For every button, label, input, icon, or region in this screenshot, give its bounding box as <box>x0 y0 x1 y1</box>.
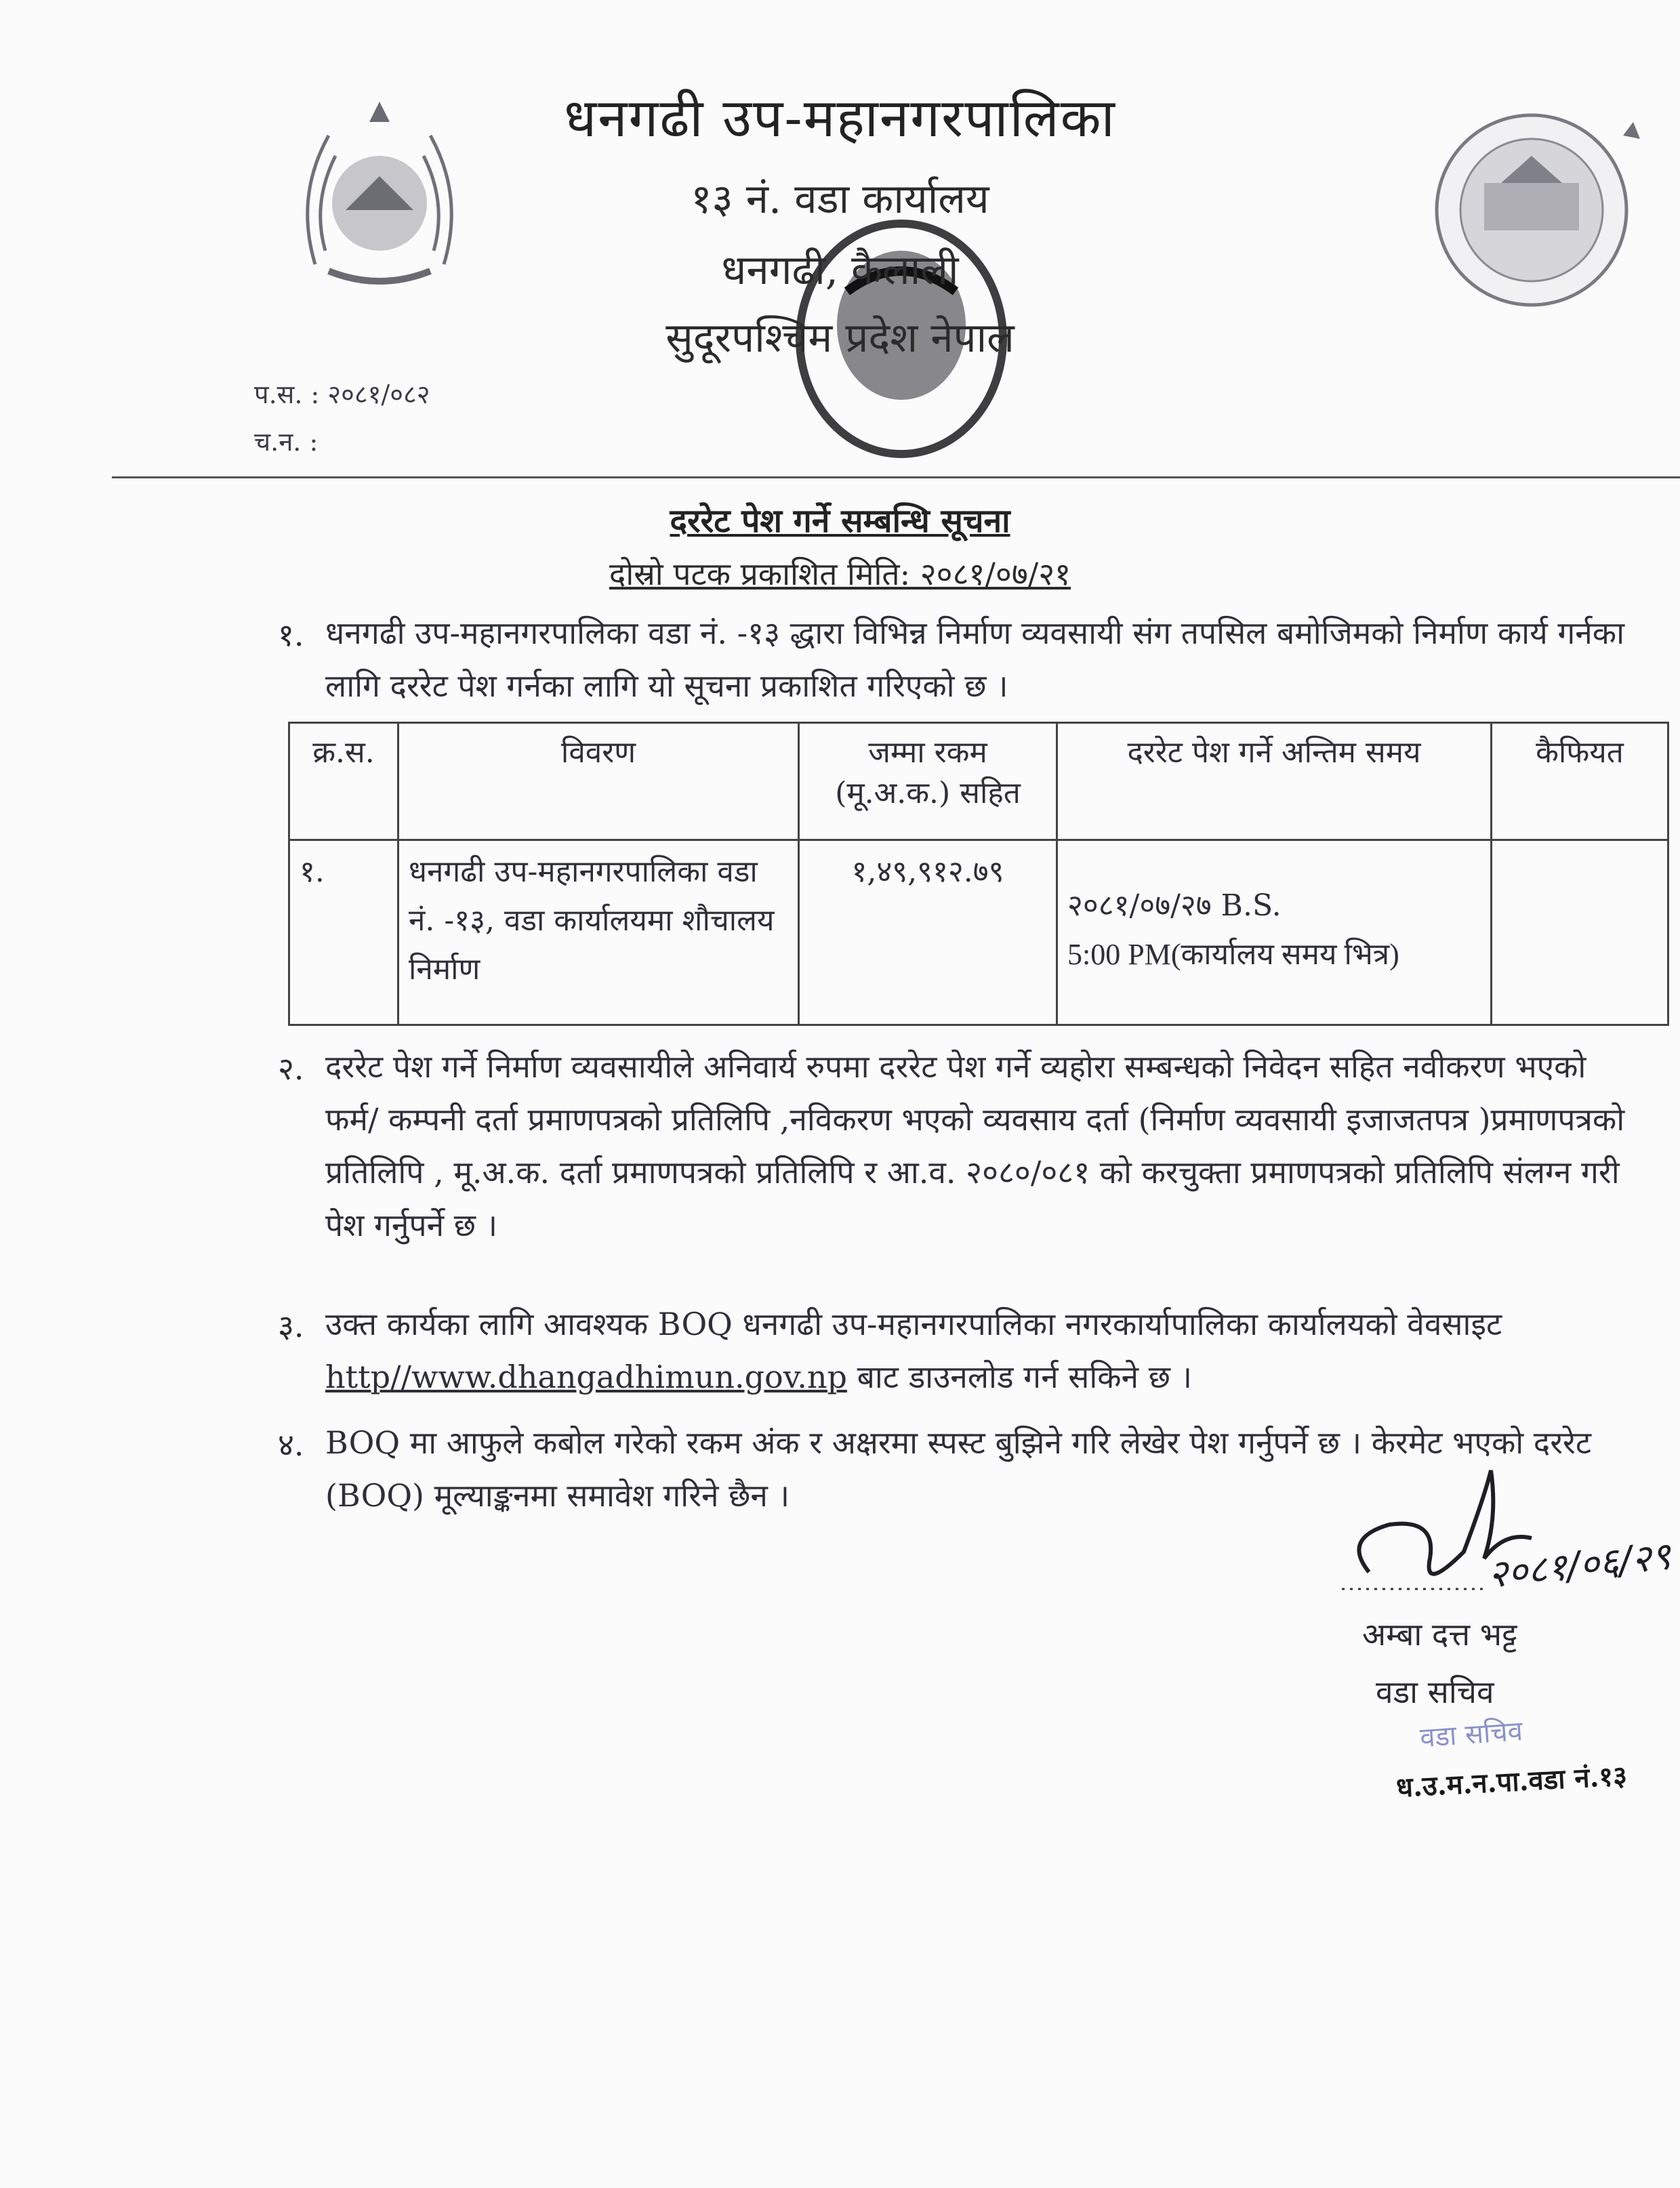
cell-remarks <box>1492 840 1668 1025</box>
cell-sn: १. <box>289 840 398 1025</box>
reference-number: प.स. : २०८१/०८२ <box>254 379 430 409</box>
ward-stamp-text: ध.उ.म.न.पा.वडा नं.१३ <box>1395 1760 1628 1804</box>
table-row <box>289 840 1668 1025</box>
point-3-number: ३. <box>278 1308 304 1344</box>
point-4-text: BOQ मा आफुले कबोल गरेको रकम अंक र अक्षरमा स्पस्ट बुझिने गरि लेखेर पेश गर्नुपर्ने छ । केरमेट भएको दररेट (BOQ) मूल्याङ्कनमा समावेश गरिने छैन । <box>325 1424 1592 1514</box>
point-3-text <box>325 1298 1633 1403</box>
point-2-number: २. <box>278 1050 304 1087</box>
point-4-number: ४. <box>278 1426 304 1463</box>
signatory-name: अम्बा दत्त भट्ट <box>1362 1616 1517 1653</box>
header-sn: क्र.स. <box>289 723 398 840</box>
district-line: धनगढी, कैलाली <box>721 247 959 294</box>
header-divider <box>112 476 1680 478</box>
table-header-row <box>289 723 1668 840</box>
website-link[interactable]: http//www.dhangadhimun.gov.np <box>325 1359 847 1395</box>
dispatch-number: च.न. : <box>254 427 319 457</box>
cell-description: धनगढी उप-महानगरपालिका वडा नं. -१३, वडा कार्यालयमा शौचालय निर्माण <box>398 840 799 1025</box>
header-deadline: दररेट पेश गर्ने अन्तिम समय <box>1057 723 1492 840</box>
tender-table <box>288 722 1669 1026</box>
header-description: विवरण <box>398 723 799 840</box>
deadline-date: २०८१/०७/२७ B.S. <box>1067 888 1282 923</box>
point-1-text: धनगढी उप-महानगरपालिका वडा नं. -१३ द्धारा विभिन्न निर्माण व्यवसायी संग तपसिल बमोजिमको निर्माण कार्य गर्नका लागि दररेट पेश गर्नका लागि यो सूचना प्रकाशित गरिएको छ । <box>325 615 1625 704</box>
point-1-number: १. <box>278 617 304 653</box>
province-line: सुदूरपश्चिम प्रदेश नेपाल <box>665 314 1015 362</box>
point-3-text-before: उक्त कार्यका लागि आवश्यक BOQ धनगढी उप-महानगरपालिका नगरकार्यापालिका कार्यालयको वेवसाइट <box>325 1306 1502 1342</box>
point-3-text-after: बाट डाउनलोड गर्न सकिने छ । <box>846 1359 1193 1395</box>
cell-amount: १,४९,९१२.७९ <box>799 840 1057 1025</box>
header-remarks: कैफियत <box>1492 723 1668 840</box>
signatory-role: वडा सचिव <box>1376 1674 1494 1710</box>
notice-title: दररेट पेश गर्ने सम्बन्धि सूचना <box>670 502 1010 540</box>
faint-stamp-text: वडा सचिव <box>1418 1715 1524 1754</box>
office-name: १३ नं. वडा कार्यालय <box>691 176 989 223</box>
deadline-time: 5:00 PM(कार्यालय समय भित्र) <box>1067 938 1399 971</box>
cell-deadline <box>1057 840 1492 1025</box>
point-2-text: दररेट पेश गर्ने निर्माण व्यवसायीले अनिवार्य रुपमा दररेट पेश गर्ने व्यहोरा सम्बन्धको निवेदन सहित नवीकरण भएको फर्म/ कम्पनी दर्ता प्रमाणपत्रको प्रतिलिपि ,नविकरण भएको व्यवसाय दर्ता (निर्माण व्यवसायी इजाजतपत्र )प्रमाणपत्रको प्रतिलिपि , मू.अ.क. दर्ता प्रमाणपत्रको प्रतिलिपि र आ.व. २०८०/०८१ को करचुक्ता प्रमाणपत्रको प्रतिलिपि संलग्न गरी पेश गर्नुपर्ने छ । <box>325 1048 1625 1243</box>
municipality-title: धनगढी उप-महानगरपालिका <box>564 88 1116 149</box>
header-amount: जम्मा रकम (मू.अ.क.) सहित <box>799 723 1057 840</box>
published-date: दोस्रो पटक प्रकाशित मिति: २०८१/०७/२१ <box>609 556 1071 592</box>
signature-date: २०८१/०६/२९ <box>1486 1534 1673 1597</box>
